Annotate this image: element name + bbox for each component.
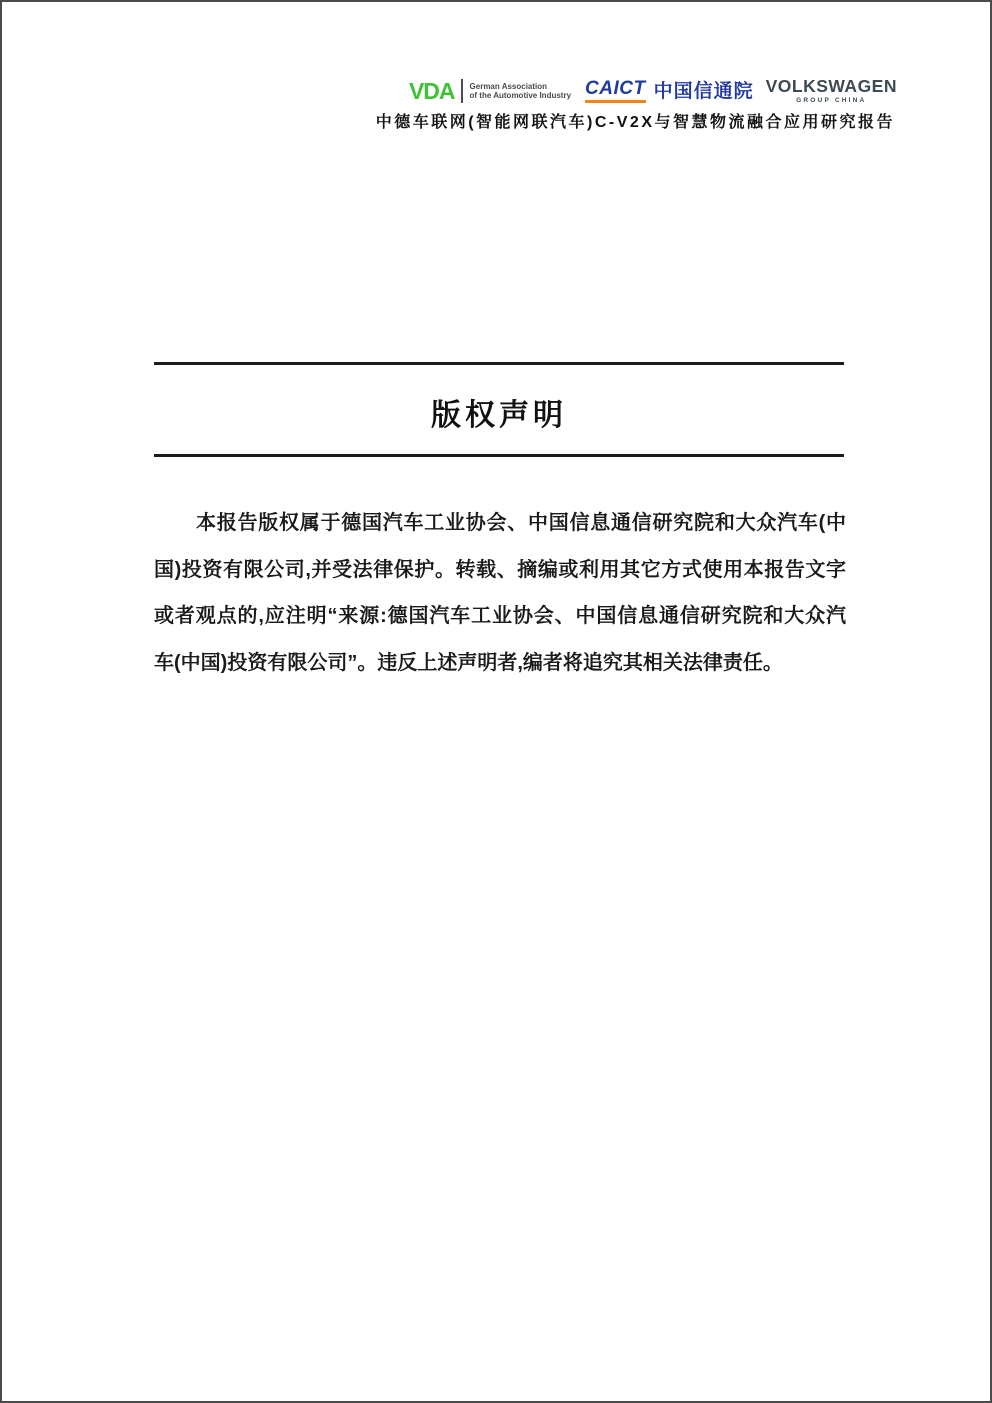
title-rule-top [154,362,844,365]
paragraph-line: 本报告版权属于德国汽车工业协会、中国信息通信研究院和大众汽车(中 [196,512,846,534]
caict-underline [585,100,646,103]
paragraph-line: 或者观点的,应注明“来源:德国汽车工业协会、中国信息通信研究院和大众汽 [154,605,846,627]
copyright-paragraph [154,500,846,686]
report-title-header: 中德车联网(智能网联汽车)C-V2X与智慧物流融合应用研究报告 [375,114,895,131]
vda-tagline [470,82,571,101]
vda-logo [409,79,571,103]
caict-logo-icon: CAICT [585,78,646,99]
title-rule-bottom [154,454,844,457]
paragraph-line: 国)投资有限公司,并受法律保护。转载、摘编或利用其它方式使用本报告文字 [154,558,846,581]
volkswagen-wordmark: VOLKSWAGEN [765,76,897,96]
vda-logo-icon: VDA [408,77,455,104]
paragraph-line: 车(中国)投资有限公司”。违反上述声明者,编者将追究其相关法律责任。 [154,651,783,674]
caict-chinese-name: 中国信通院 [653,80,754,102]
caict-logo [585,79,754,103]
vda-tagline-line1: German Association [469,81,548,91]
volkswagen-group-china-label: GROUP CHINA [796,96,867,104]
vda-tagline-line2: of the Automotive Industry [469,91,572,100]
vda-logo-divider [461,79,463,103]
volkswagen-logo [766,78,897,104]
page-title: 版权声明 [431,399,567,432]
header-logos [409,78,897,104]
caict-latin-wrap [585,79,646,103]
